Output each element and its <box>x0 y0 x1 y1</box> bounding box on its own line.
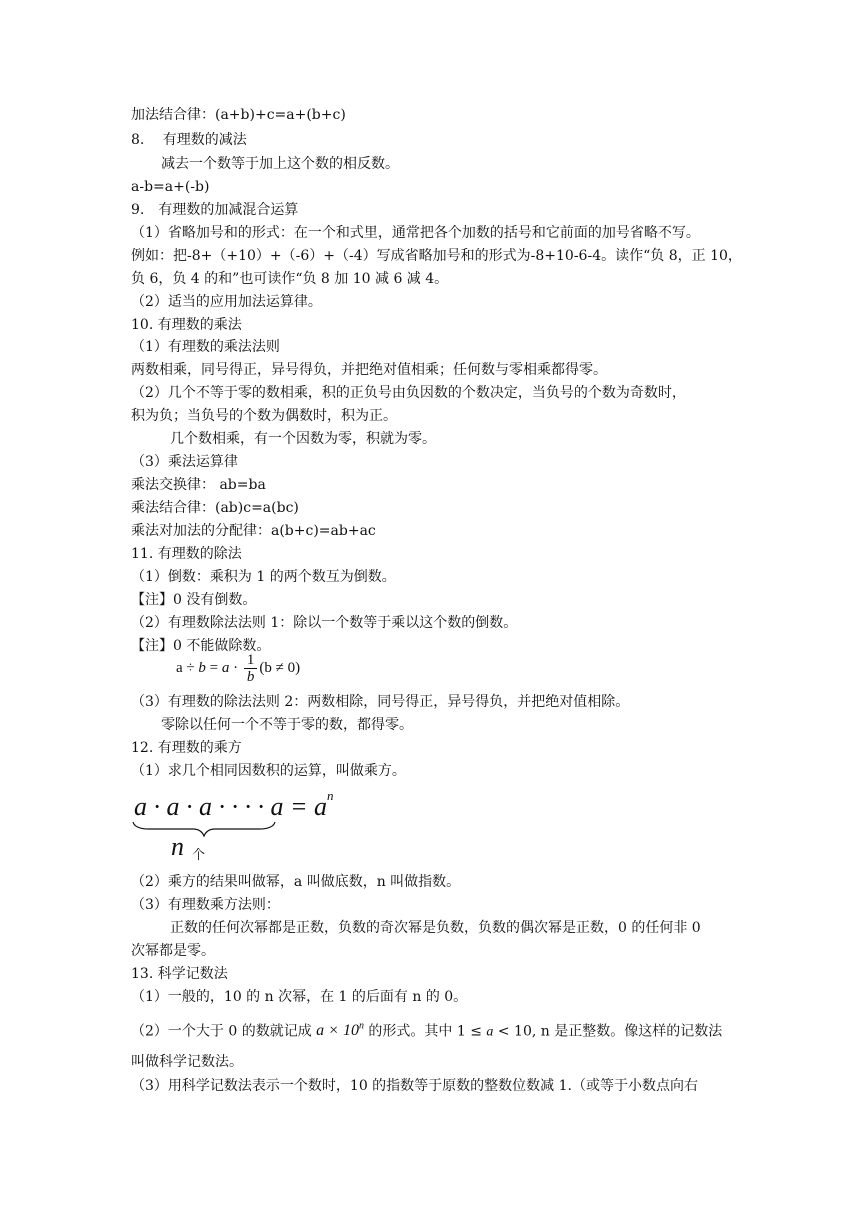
text-line: a-b=a+(-b) <box>131 179 210 195</box>
formula-part: · <box>229 660 242 676</box>
text-line: （3）有理数的除法法则 2：两数相除，同号得正，异号得负，并把绝对值相除。 <box>131 694 630 710</box>
section-heading-13: 13. 科学记数法 <box>131 966 228 982</box>
text-line: 减去一个数等于加上这个数的相反数。 <box>161 156 399 172</box>
text-line: （2）乘方的结果叫做幂，a 叫做底数，n 叫做指数。 <box>131 874 461 890</box>
text-line: （3）用科学记数法表示一个数时，10 的指数等于原数的整数位数减 1.（或等于小数点向右 <box>131 1078 698 1094</box>
underbrace <box>131 818 281 838</box>
text-line: （1）求几个相同因数积的运算，叫做乘方。 <box>131 763 406 779</box>
formula-part: a · a · a · · · · a = a <box>134 792 328 821</box>
unit-label: 个 <box>192 848 206 863</box>
formula-part: a × 10 <box>316 1022 359 1040</box>
formula-exponent: n <box>327 788 334 803</box>
formula-condition: (b ≠ 0) <box>259 660 301 676</box>
text-line: 叫做科学记数法。 <box>131 1054 243 1070</box>
text-line: （1）有理数的乘法法则 <box>131 339 280 355</box>
note-line: 【注】0 不能做除数。 <box>131 638 271 654</box>
text-line: （3）乘法运算律 <box>131 454 238 470</box>
text-line: 次幂都是零。 <box>131 943 215 959</box>
section-heading-10: 10. 有理数的乘法 <box>131 317 242 333</box>
text-line: 乘法对加法的分配律：a(b+c)=ab+ac <box>131 523 376 539</box>
note-line: 【注】0 没有倒数。 <box>131 592 257 608</box>
section-heading-9: 9. 有理数的加减混合运算 <box>131 202 299 218</box>
count-label: n <box>171 832 184 861</box>
fraction <box>244 652 258 685</box>
text-line: （3）有理数乘方法则： <box>131 897 280 913</box>
text-line: 两数相乘，同号得正，异号得负，并把绝对值相乘；任何数与零相乘都得零。 <box>131 362 607 378</box>
section-heading-12: 12. 有理数的乘方 <box>131 740 242 756</box>
formula-part: a <box>221 660 230 676</box>
formula-part: = <box>205 660 222 676</box>
text-line: 负 6，负 4 的和”也可读作“负 8 加 10 减 6 减 4。 <box>131 271 449 287</box>
power-formula <box>134 788 334 822</box>
text-line: （2）适当的应用加法运算律。 <box>131 294 322 310</box>
fraction-numerator: 1 <box>244 652 258 669</box>
text-line: 乘法结合律：(ab)c=a(bc) <box>131 500 299 516</box>
fraction-denominator: b <box>246 669 255 686</box>
formula-part: a ÷ <box>176 660 199 676</box>
formula-part: b <box>198 660 206 676</box>
sci-notation-line <box>131 1017 722 1042</box>
text-part: 的形式。其中 1 ≤ <box>363 1023 487 1040</box>
text-line: 正数的任何次幂都是正数，负数的奇次幂是负数，负数的偶次幂是正数，0 的任何非 0 <box>170 920 701 936</box>
section-heading-11: 11. 有理数的除法 <box>131 546 242 562</box>
text-line: （1）省略加号和的形式：在一个和式里，通常把各个加数的括号和它前面的加号省略不写。 <box>131 225 700 241</box>
text-line: （1）倒数：乘积为 1 的两个数互为倒数。 <box>131 569 396 585</box>
text-part: （2）一个大于 0 的数就记成 <box>131 1023 317 1040</box>
section-heading-8: 8. 有理数的减法 <box>131 132 247 148</box>
text-part: < 10, n 是正整数。像这样的记数法 <box>493 1023 723 1040</box>
text-line: （2）有理数除法法则 1：除以一个数等于乘以这个数的倒数。 <box>131 615 518 631</box>
sci-expr <box>316 1022 364 1039</box>
text-line: 积为负；当负号的个数为偶数时，积为正。 <box>131 408 397 424</box>
text-line: （2）几个不等于零的数相乘，积的正负号由负因数的个数决定，当负号的个数为奇数时， <box>131 385 686 401</box>
text-line: 加法结合律：(a+b)+c=a+(b+c) <box>131 107 346 123</box>
formula-exponent: n <box>358 1021 364 1032</box>
formula-part: a <box>486 1024 494 1040</box>
text-line: 乘法交换律： ab=ba <box>131 477 266 493</box>
text-line: 几个数相乘，有一个因数为零，积就为零。 <box>170 431 436 447</box>
text-line: 例如：把-8+（+10）+（-6）+（-4）写成省略加号和的形式为-8+10-6-4。读作“负 8，正 10， <box>131 248 742 264</box>
division-formula <box>176 652 300 685</box>
text-line: （1）一般的，10 的 n 次幂，在 1 的后面有 n 的 0。 <box>131 989 468 1005</box>
text-line: 零除以任何一个不等于零的数，都得零。 <box>161 717 413 733</box>
